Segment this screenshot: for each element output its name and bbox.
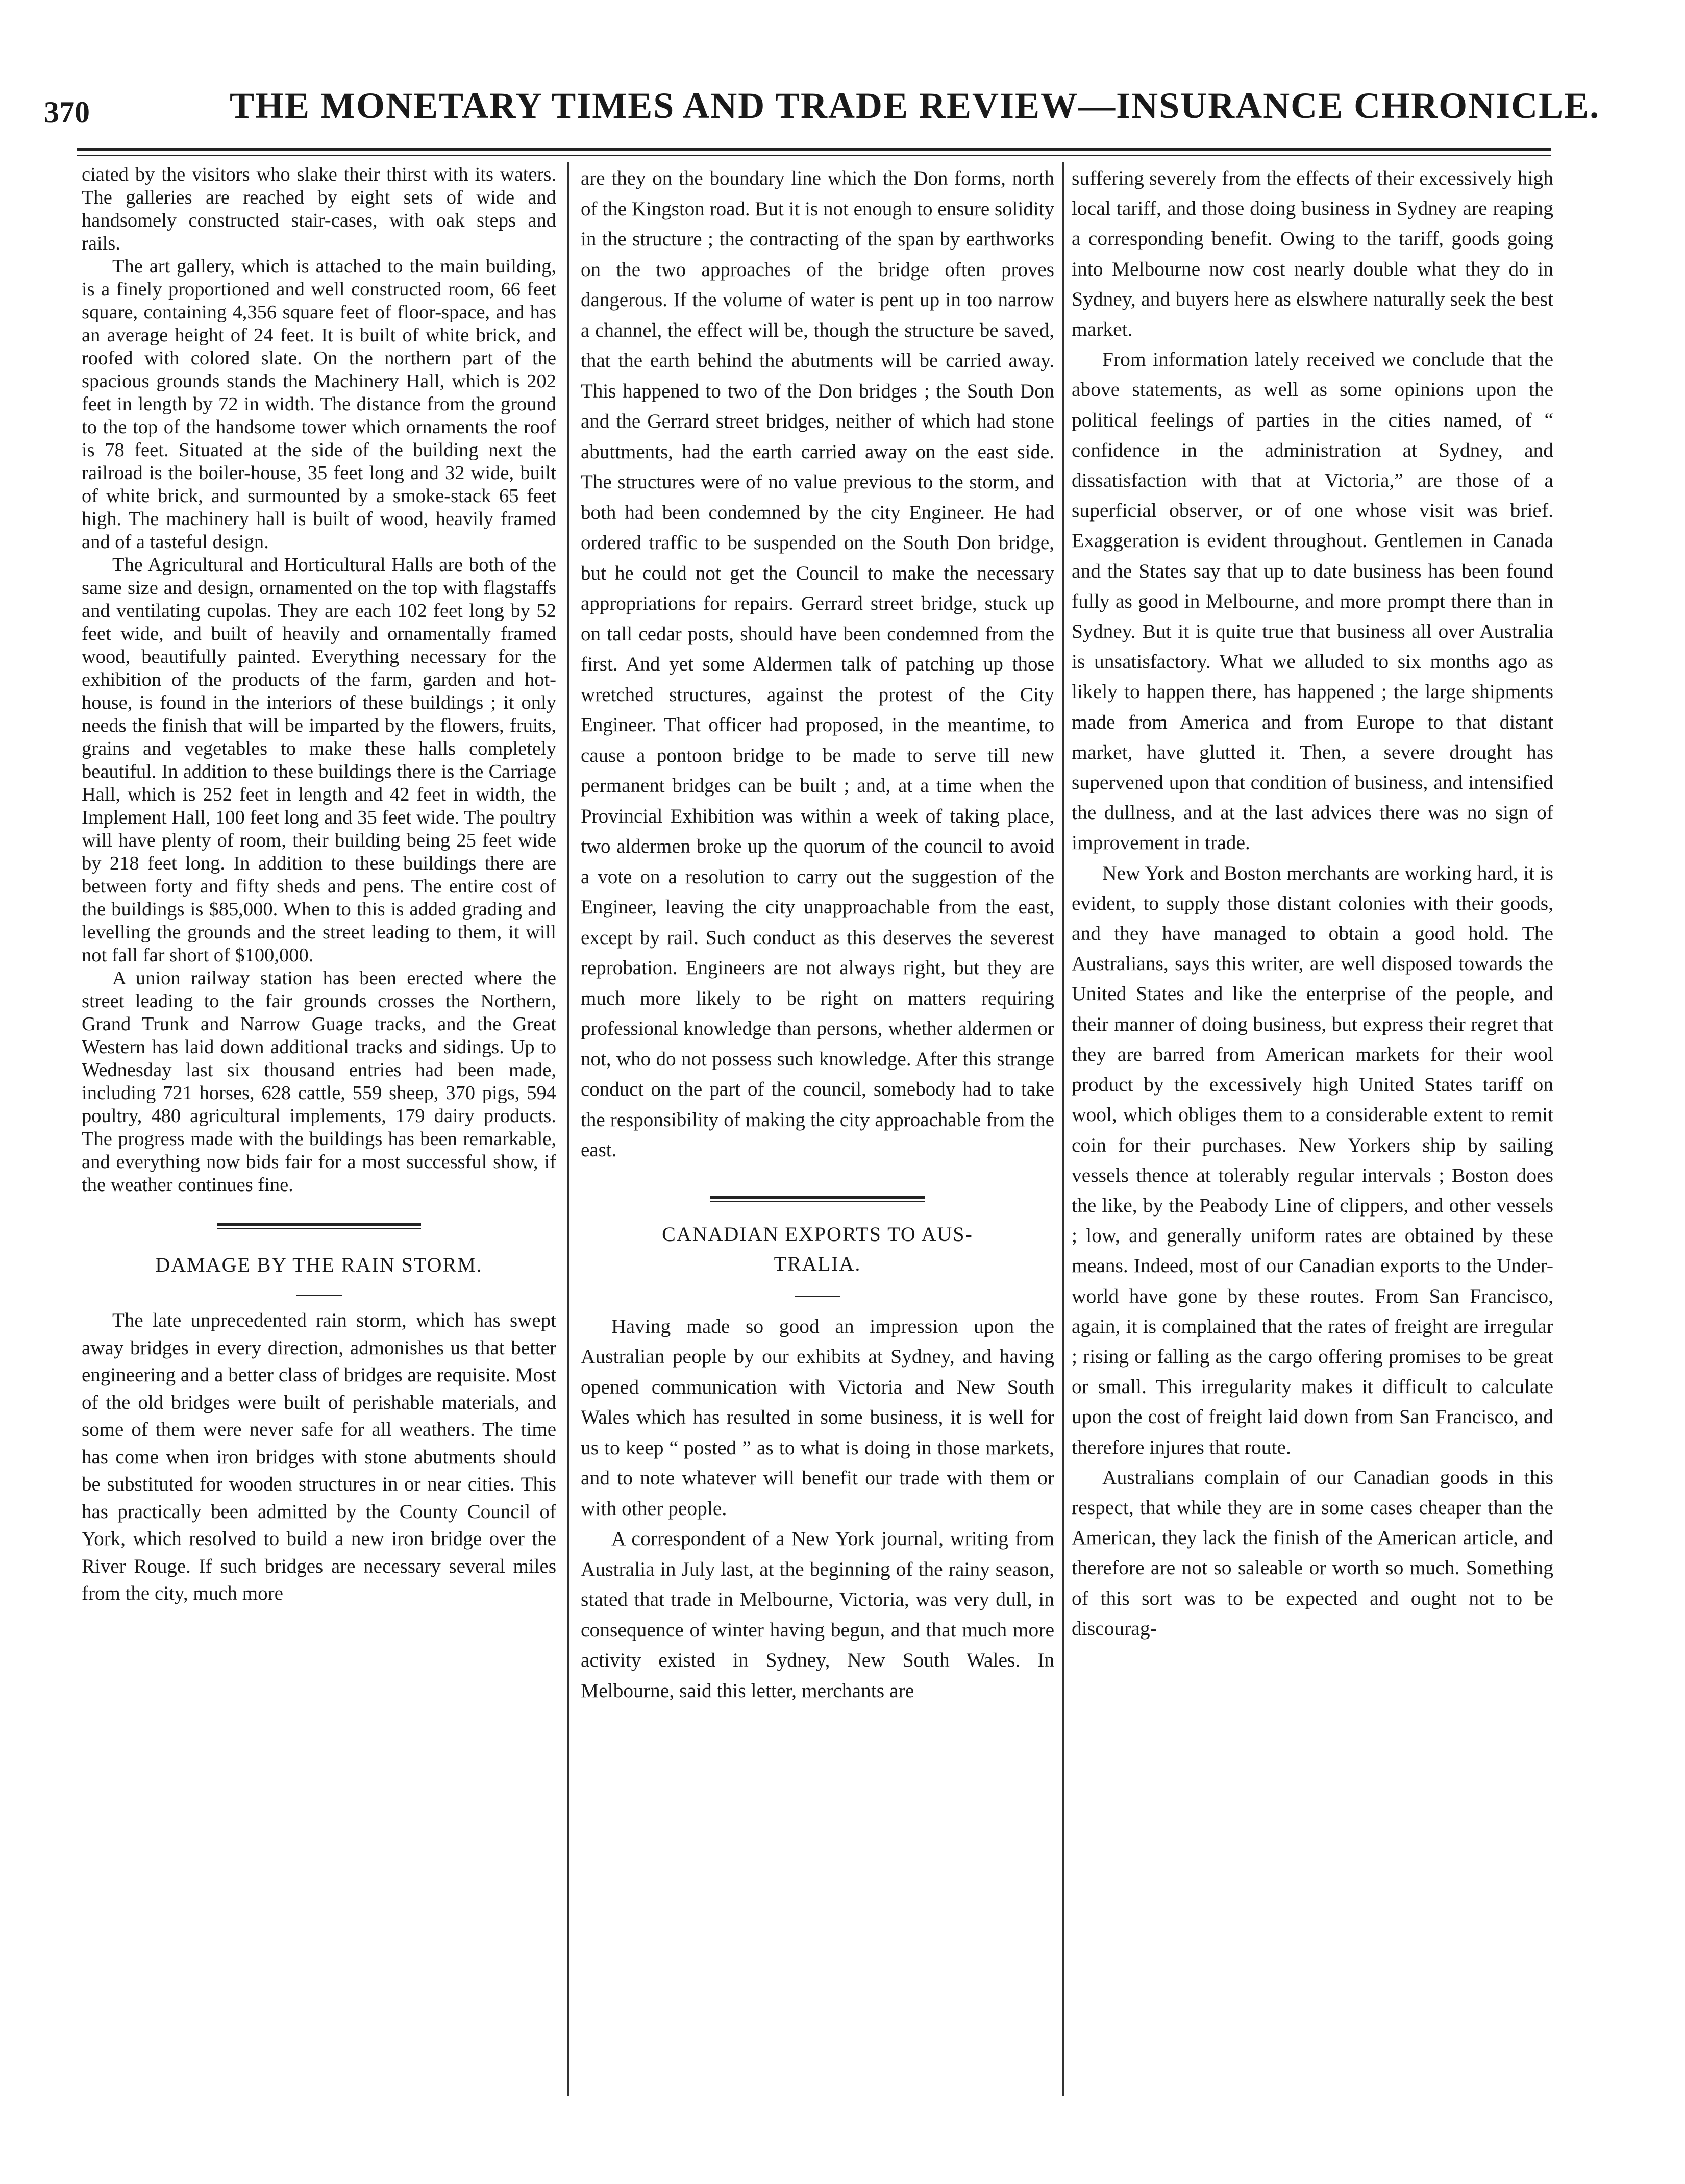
- section-divider: [795, 1296, 840, 1297]
- col3-paragraph: Australians complain of our Canadian goods in this respect, that while they are in some cases cheaper than the American, they lack the finish of the American article, and therefore are not so saleable or worth so much. Something of this sort was to be expected and ought not to be discourag-: [1072, 1466, 1553, 1640]
- col1-section-paragraph: The late unprecedented rain storm, which has swept away bridges in every direction, admonishes us that better engineering and a better class of bridges are requisite. Most of the old bridges were built of perishable materials, and some of them were never safe for all weathers. The time has come when iron bridges with stone abutments should be substituted for wooden structures in or near cities. This has practically been admitted by the County Council of York, which resolved to build a new iron bridge over the River Rouge. If such bridges are necessary several miles from the city, much more: [82, 1309, 556, 1604]
- section-divider: [296, 1295, 342, 1296]
- col1-paragraph: ciated by the visitors who slake their thirst with its waters. The galleries are reached by eight sets of wide and handsomely constructed stair-cases, with oak steps and rails.: [82, 164, 556, 254]
- col1-paragraph: The Agricultural and Horticultural Halls are both of the same size and design, ornamented on the top with flagstaffs and ventilating cupolas. They are each 102 feet long by 52 feet wide, and built of heavily and ornamentally framed wood, beautifully painted. Everything necessary for the exhibition of the products of the farm, garden and hot-house, is found in the interiors of these buildings ; it only needs the finish that will be imparted by the flowers, fruits, grains and vegetables to make these halls completely beautiful. In addition to these buildings there is the Carriage Hall, which is 252 feet in length and 42 feet in width, the Implement Hall, 100 feet long and 35 feet wide. The poultry will have plenty of room, their building being 25 feet wide by 218 feet long. In addition to these buildings there are between forty and fifty sheds and pens. The entire cost of the buildings is $85,000. When to this is added grading and levelling the grounds and the street leading to them, it will not fall far short of $100,000.: [82, 554, 556, 966]
- col2-paragraph: are they on the boundary line which the Don forms, north of the Kingston road. But it is not enough to ensure solidity in the structure ; the contracting of the span by earthworks on the two approaches of the bridge often proves dangerous. If the volume of water is pent up in too narrow a channel, the effect will be, though the structure be saved, that the earth behind the abutments will be carried away. This happened to two of the Don bridges ; the South Don and the Gerrard street bridges, neither of which had stone abuttments, had the earth carried away on the east side. The structures were of no value previous to the storm, and both had been condemned by the city Engineer. He had ordered traffic to be suspended on the South Don bridge, but he could not get the Council to make the necessary appropriations for repairs. Gerrard street bridge, stuck up on tall cedar posts, should have been condemned from the first. And yet some Aldermen talk of patching up those wretched structures, against the protest of the City Engineer. That officer had proposed, in the meantime, to cause a pontoon bridge to be made to serve till new permanent bridges can be built ; and, at a time when the Provincial Exhibition was within a week of taking place, two aldermen broke up the quorum of the council to avoid a vote on a resolution to carry out the suggestion of the Engineer, leaving the city unapproachable from the east, except by rail. Such conduct as this deserves the severest reprobation. Engineers are not always right, but they are much more likely to be right on matters requiring professional knowledge than persons, whether aldermen or not, who do not possess such knowledge. After this strange conduct on the part of the council, somebody had to take the responsibility of making the city approachable from the east.: [581, 167, 1054, 1161]
- col2-section-paragraph: A correspondent of a New York journal, writing from Australia in July last, at the beginning of the rainy season, stated that trade in Melbourne, Victoria, was very dull, in consequence of winter having begun, and that much more activity existed in Sydney, New South Wales. In Melbourne, said this letter, merchants are: [581, 1527, 1054, 1702]
- rain-storm-body: [82, 1307, 556, 1607]
- section-title-canadian-exports: [581, 1220, 1054, 1279]
- header-rule-thick: [77, 148, 1551, 151]
- col1-paragraph: The art gallery, which is attached to the main building, is a finely proportioned and well constructed room, 66 feet square, containing 4,356 square feet of floor-space, and has an average height of 24 feet. It is built of white brick, and roofed with colored slate. On the northern part of the spacious grounds stands the Machinery Hall, which is 202 feet in length by 72 in width. The distance from the ground to the top of the handsome tower which ornaments the roof is 78 feet. Situated at the side of the building next the railroad is the boiler-house, 35 feet long and 32 wide, built of white brick, and surmounted by a smoke-stack 65 feet high. The machinery hall is built of wood, heavily framed and of a tasteful design.: [82, 256, 556, 553]
- column-rule-left: [567, 162, 569, 2096]
- masthead-title: THE MONETARY TIMES AND TRADE REVIEW—INSURANCE CHRONICLE.: [230, 85, 1600, 126]
- section-ornament: [581, 1196, 1054, 1202]
- section-title-line-2: TRALIA.: [774, 1252, 861, 1275]
- section-title-rain-storm: DAMAGE BY THE RAIN STORM.: [155, 1253, 483, 1276]
- col2-section-paragraph: Having made so good an impression upon the Australian people by our exhibits at Sydney, and having opened communication with Victoria and New South Wales which has resulted in some business, it is well for us to keep “ posted ” as to what is doing in those markets, and to note whatever will benefit our trade with them or with other people.: [581, 1314, 1054, 1520]
- section-title-line-1: CANADIAN EXPORTS TO AUS-: [662, 1222, 973, 1246]
- column-2: [581, 163, 1054, 1706]
- col3-paragraph: New York and Boston merchants are working hard, it is evident, to supply those distant colonies with their goods, and they have managed to obtain a good hold. The Australians, says this writer, are well disposed towards the United States and like the enterprise of the people, and their manner of doing business, but express their regret that they are barred from American markets for their wool product by the excessively high United States tariff on wool, which obliges them to a considerable extent to remit coin for their purchases. New Yorkers ship by sailing vessels thence at tolerably regular intervals ; Boston does the like, by the Peabody Line of clippers, and other vessels ; low, and generally uniform rates are obtained by these means. Indeed, most of our Canadian exports to the Under-world have gone by these routes. From San Francisco, again, it is complained that the rates of freight are irregular ; rising or falling as the cargo offering promises to be great or small. This irregularity makes it difficult to calculate upon the cost of freight laid down from San Francisco, and therefore injures that route.: [1072, 861, 1553, 1458]
- col3-paragraph: suffering severely from the effects of their excessively high local tariff, and those doing business in Sydney are reaping a corresponding benefit. Owing to the tariff, goods going into Melbourne now cost nearly double what they do in Sydney, and buyers here as elswhere naturally seek the best market.: [1072, 167, 1553, 341]
- column-rule-right: [1062, 162, 1064, 2096]
- col3-paragraph: From information lately received we conclude that the above statements, as well as some opinions upon the political feelings of parties in the cities named, of “ confidence in the administration at Sydney, and dissatisfaction with that at Victoria,” are those of a superficial observer, or of one whose visit was brief. Exaggeration is evident throughout. Gentlemen in Canada and the States say that up to date business has been found fully as good in Melbourne, and more prompt there than in Sydney. But it is quite true that business all over Australia is unsatisfactory. What we alluded to six months ago as likely to happen there, has happened ; the large shipments made from America and from Europe to that distant market, have glutted it. Then, a severe drought has supervened upon that condition of business, and intensified the dullness, and at the last advices there was no sign of improvement in trade.: [1072, 348, 1553, 854]
- canadian-exports-body: [581, 1311, 1054, 1706]
- column-1: [82, 163, 556, 1607]
- column-3: [1072, 163, 1553, 1644]
- page-number: 370: [44, 95, 90, 129]
- col1-paragraph: A union railway station has been erected where the street leading to the fair grounds crosses the Northern, Grand Trunk and Narrow Guage tracks, and the Great Western has laid down additional tracks and sidings. Up to Wednesday last six thousand entries had been made, including 721 horses, 628 cattle, 559 sheep, 370 pigs, 594 poultry, 480 agricultural implements, 179 dairy products. The progress made with the buildings has been remarkable, and everything now bids fair for a most successful show, if the weather continues fine.: [82, 967, 556, 1196]
- section-ornament: [82, 1223, 556, 1229]
- header-rule-thin: [77, 155, 1551, 156]
